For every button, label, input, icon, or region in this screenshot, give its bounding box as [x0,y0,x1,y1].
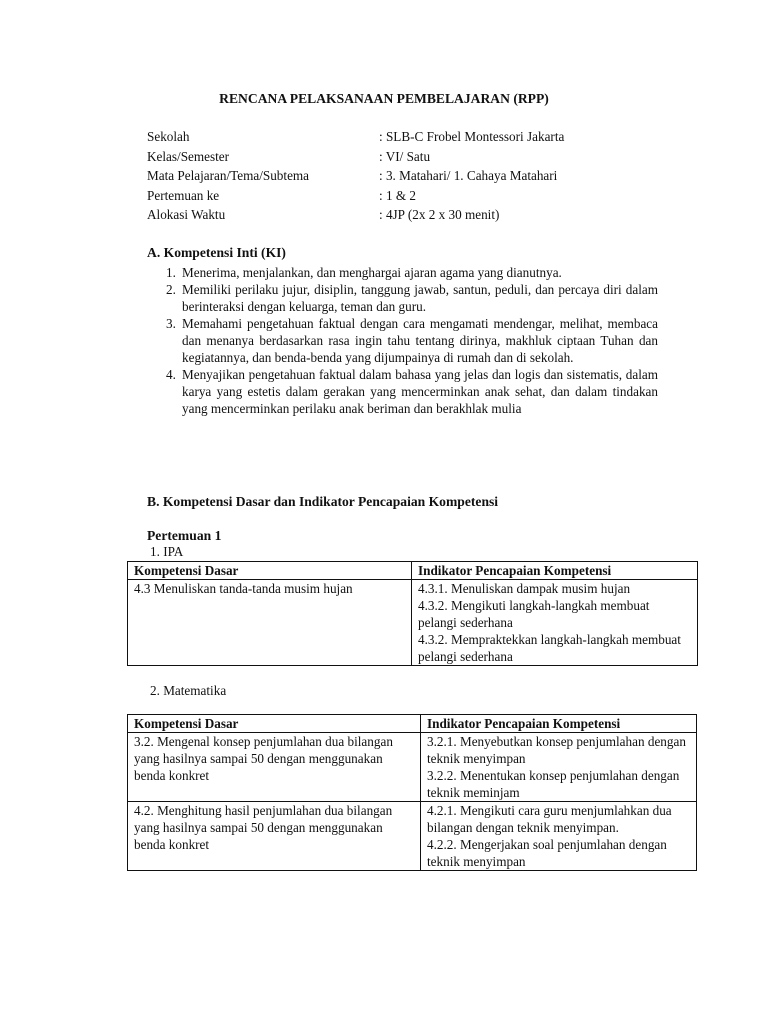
indicator-item: 4.3.2. Mempraktekkan langkah-langkah membuat pelangi sederhana [418,632,681,664]
indicator-item: 4.3.1. Menuliskan dampak musim hujan [418,581,631,596]
column-header: Indikator Pencapaian Kompetensi [421,715,697,733]
ki-item [166,366,658,417]
info-row-sekolah [147,128,564,148]
table-header-row [128,715,697,733]
indicator-cell [421,733,697,802]
info-value: : SLB-C Frobel Montessori Jakarta [379,129,565,144]
info-label: Kelas/Semester [147,148,230,164]
info-value: : 4JP (2x 2 x 30 menit) [379,207,500,222]
indicator-cell [412,580,698,666]
info-label: Alokasi Waktu [147,207,226,222]
indicator-cell [421,802,697,871]
document-title: RENCANA PELAKSANAAN PEMBELAJARAN (RPP) [219,91,549,106]
info-value: : VI/ Satu [379,148,431,164]
indicator-item: 3.2.2. Menentukan konsep penjumlahan dengan teknik meminjam [427,768,680,800]
subject-label-matematika: 2. Matematika [150,683,227,698]
ki-text: Menyajikan pengetahuan faktual dalam bahasa yang jelas dan logis dan sistematis, dalam karya yang estetis dalam gerakan yang mencerminkan anak sehat, dan dalam tindakan yang mencerminkan perilaku anak beriman dan berakhlak mulia [182,367,658,416]
identity-block [147,128,564,226]
indicator-item: 4.2.2. Mengerjakan soal penjumlahan dengan teknik menyimpan [427,837,667,869]
column-header: Kompetensi Dasar [128,562,412,580]
indicator-item: 3.2.1. Menyebutkan konsep penjumlahan dengan teknik menyimpan [427,734,686,766]
ki-item [166,264,658,281]
section-a-heading: A. Kompetensi Inti (KI) [147,245,286,260]
table-row [128,733,697,802]
info-label: Pertemuan ke [147,187,220,203]
info-label: Sekolah [147,129,190,144]
info-row-mata-pelajaran [147,167,564,187]
ki-number: 2. [166,282,176,297]
ki-text: Memahami pengetahuan faktual dengan cara mengamati mendengar, melihat, membaca dan menanya berdasarkan rasa ingin tahu tentang dirinya, makhluk ciptaan Tuhan dan kegiatannya, dan benda-benda yang dijumpainya di rumah dan di sekolah. [182,316,658,365]
kd-cell: 3.2. Mengenal konsep penjumlahan dua bilangan yang hasilnya sampai 50 dengan menggunakan benda konkret [128,733,421,802]
indicator-item: 4.2.1. Mengikuti cara guru menjumlahkan dua bilangan dengan teknik menyimpan. [427,803,672,835]
column-header: Indikator Pencapaian Kompetensi [412,562,698,580]
info-value: : 3. Matahari/ 1. Cahaya Matahari [379,168,558,183]
ki-text: Memiliki perilaku jujur, disiplin, tanggung jawab, santun, peduli, dan percaya diri dalam berinteraksi dengan keluarga, teman dan guru. [182,282,658,314]
ki-item [166,281,658,315]
info-row-alokasi [147,206,564,226]
ki-number: 1. [166,265,176,280]
table-row [128,580,698,666]
kd-cell: 4.2. Menghitung hasil penjumlahan dua bilangan yang hasilnya sampai 50 dengan menggunakan benda konkret [128,802,421,871]
kd-cell: 4.3 Menuliskan tanda-tanda musim hujan [128,580,412,666]
subject-label-ipa: 1. IPA [150,544,184,559]
ki-text: Menerima, menjalankan, dan menghargai ajaran agama yang dianutnya. [182,265,562,280]
column-header: Kompetensi Dasar [128,715,421,733]
ipa-table [127,561,698,666]
info-value: : 1 & 2 [379,187,416,203]
ki-item [166,315,658,366]
info-row-kelas [147,148,564,168]
table-row [128,802,697,871]
kompetensi-inti-list [166,264,658,417]
ki-number: 3. [166,316,176,331]
section-b-heading: B. Kompetensi Dasar dan Indikator Pencapaian Kompetensi [147,494,499,509]
table-header-row [128,562,698,580]
ki-number: 4. [166,367,176,382]
meeting-heading: Pertemuan 1 [147,528,222,543]
matematika-table [127,714,697,871]
indicator-item: 4.3.2. Mengikuti langkah-langkah membuat pelangi sederhana [418,598,650,630]
info-label: Mata Pelajaran/Tema/Subtema [147,168,310,183]
info-row-pertemuan [147,187,564,207]
